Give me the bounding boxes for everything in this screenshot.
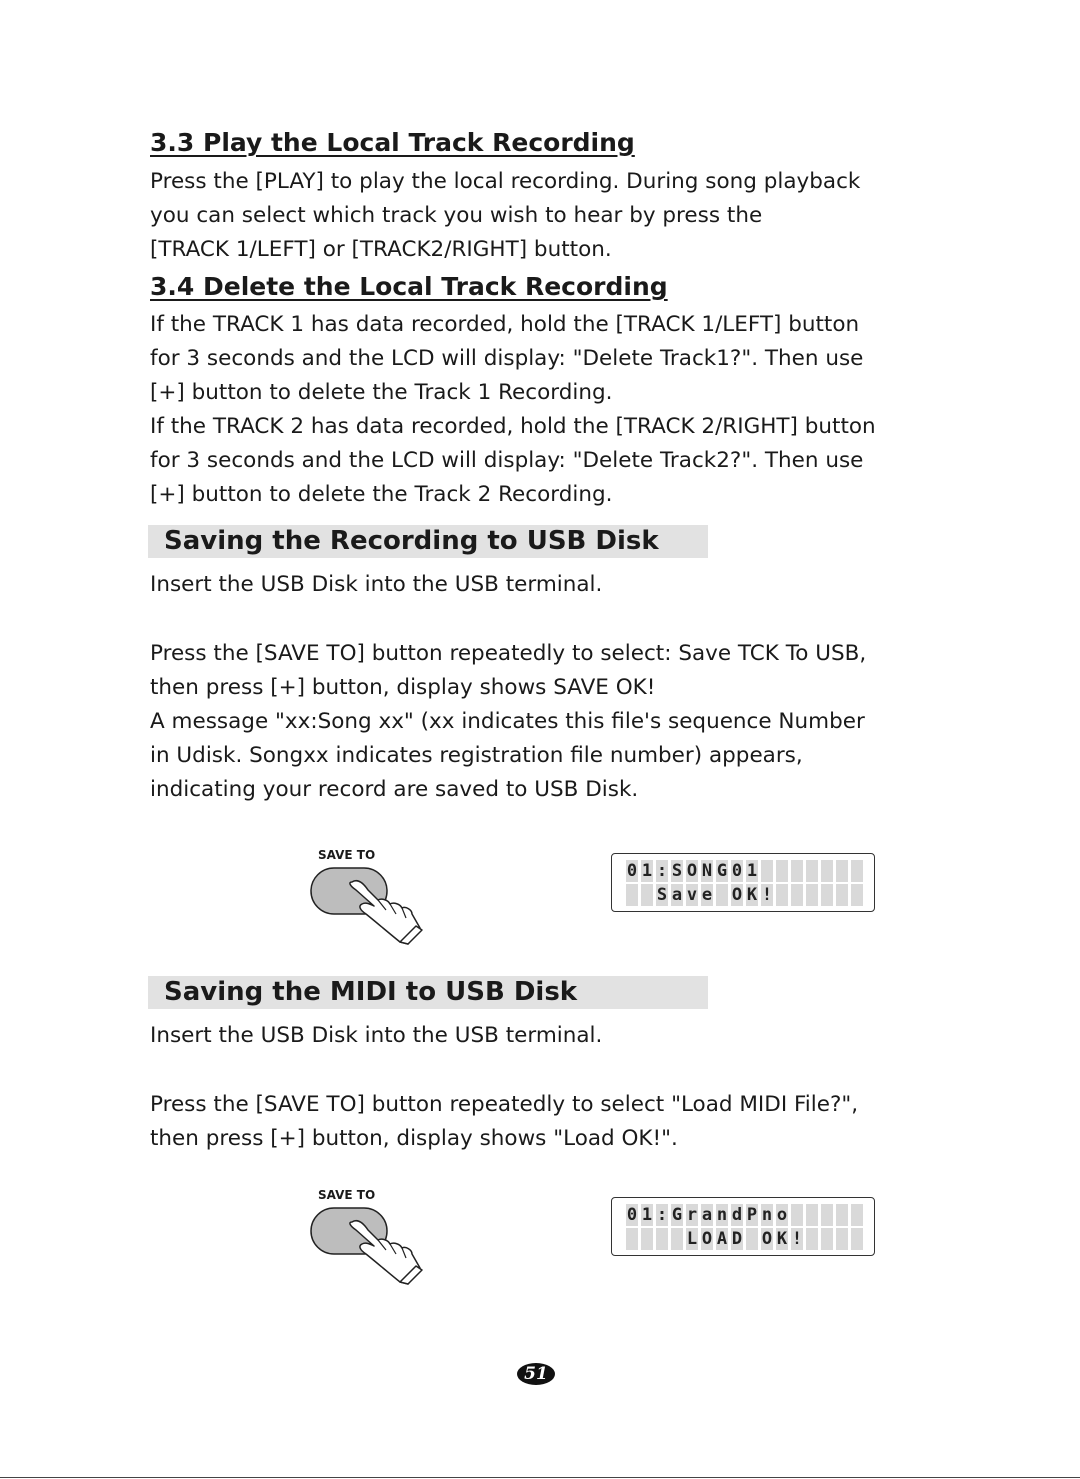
- lcd-char-cell: 1: [641, 861, 653, 881]
- saving-recording-insert: Insert the USB Disk into the USB terminal.: [150, 572, 603, 597]
- lcd-char-cell: [776, 860, 788, 882]
- lcd-char-cell: [836, 860, 848, 882]
- hand-pressing-button-icon: [310, 848, 440, 958]
- lcd-char-cell: [656, 1228, 668, 1250]
- lcd-char-cell: K: [746, 885, 758, 905]
- lcd-char-cell: [806, 860, 818, 882]
- lcd-char-cell: !: [761, 885, 773, 905]
- text-line: Press the [SAVE TO] button repeatedly to select: Save TCK To USB,: [150, 641, 867, 666]
- saving-midi-banner: [148, 976, 708, 1009]
- text-line: for 3 seconds and the LCD will display: "Delete Track1?". Then use: [150, 346, 864, 371]
- lcd-char-cell: [821, 1228, 833, 1250]
- lcd-char-cell: o: [776, 1205, 788, 1225]
- lcd-char-cell: [806, 1228, 818, 1250]
- lcd-char-cell: [851, 860, 863, 882]
- banner-title: Saving the MIDI to USB Disk: [164, 977, 578, 1007]
- saving-midi-body: [150, 1088, 858, 1156]
- text-line: [+] button to delete the Track 2 Recording.: [150, 482, 613, 507]
- lcd-char-cell: [641, 884, 653, 906]
- lcd-char-cell: [836, 884, 848, 906]
- lcd-char-cell: [791, 1204, 803, 1226]
- lcd-char-cell: O: [701, 1229, 713, 1249]
- text-line: A message "xx:Song xx" (xx indicates this file's sequence Number: [150, 709, 865, 734]
- lcd-char-cell: [776, 884, 788, 906]
- text-line: then press [+] button, display shows SAVE OK!: [150, 675, 656, 700]
- lcd-char-cell: [761, 860, 773, 882]
- lcd-char-cell: [626, 884, 638, 906]
- save-to-button-illustration: [310, 848, 440, 958]
- text-line: If the TRACK 1 has data recorded, hold the [TRACK 1/LEFT] button: [150, 312, 860, 337]
- text-line: in Udisk. Songxx indicates registration file number) appears,: [150, 743, 803, 768]
- lcd-char-cell: G: [671, 1205, 683, 1225]
- lcd-char-cell: [836, 1228, 848, 1250]
- saving-recording-banner: [148, 525, 708, 558]
- lcd-char-cell: e: [701, 885, 713, 905]
- lcd-char-cell: [851, 1204, 863, 1226]
- lcd-char-cell: a: [701, 1205, 713, 1225]
- lcd-char-cell: [836, 1204, 848, 1226]
- lcd-char-cell: [746, 1228, 758, 1250]
- text-line: Press the [SAVE TO] button repeatedly to select "Load MIDI File?",: [150, 1092, 859, 1117]
- lcd-char-cell: D: [731, 1229, 743, 1249]
- text-line: Press the [PLAY] to play the local recording. During song playback: [150, 169, 861, 194]
- section-3-3-heading: 3.3 Play the Local Track Recording: [150, 128, 635, 157]
- lcd-char-cell: O: [686, 861, 698, 881]
- text-line: for 3 seconds and the LCD will display: "Delete Track2?". Then use: [150, 448, 864, 473]
- saving-midi-insert: Insert the USB Disk into the USB terminal.: [150, 1023, 603, 1048]
- text-line: [+] button to delete the Track 1 Recording.: [150, 380, 613, 405]
- lcd-char-cell: [851, 1228, 863, 1250]
- lcd-char-cell: 1: [746, 861, 758, 881]
- lcd-char-cell: 0: [731, 861, 743, 881]
- save-to-label: SAVE TO: [318, 848, 376, 862]
- lcd-char-cell: O: [761, 1229, 773, 1249]
- text-line: If the TRACK 2 has data recorded, hold the [TRACK 2/RIGHT] button: [150, 414, 876, 439]
- lcd-char-cell: S: [656, 885, 668, 905]
- lcd-char-cell: 0: [626, 1205, 638, 1225]
- lcd-char-cell: L: [686, 1229, 698, 1249]
- lcd-char-cell: :: [656, 861, 668, 881]
- lcd-line-1: [626, 860, 863, 882]
- save-to-button-illustration: [310, 1188, 440, 1298]
- banner-title: Saving the Recording to USB Disk: [164, 526, 659, 556]
- lcd-char-cell: !: [791, 1229, 803, 1249]
- lcd-char-cell: v: [686, 885, 698, 905]
- lcd-char-cell: 0: [626, 861, 638, 881]
- section-3-4-body: [150, 308, 876, 512]
- lcd-char-cell: [821, 884, 833, 906]
- lcd-char-cell: d: [731, 1205, 743, 1225]
- lcd-char-cell: n: [716, 1205, 728, 1225]
- lcd-char-cell: [821, 1204, 833, 1226]
- page-number-badge: [516, 1362, 556, 1386]
- lcd-line-2: [626, 1228, 863, 1250]
- lcd-char-cell: G: [716, 861, 728, 881]
- bottom-rule: [0, 1477, 1080, 1478]
- save-to-label: SAVE TO: [318, 1188, 376, 1202]
- page-number: 51: [524, 1364, 548, 1384]
- text-line: [TRACK 1/LEFT] or [TRACK2/RIGHT] button.: [150, 237, 612, 262]
- lcd-char-cell: [821, 860, 833, 882]
- lcd-char-cell: P: [746, 1205, 758, 1225]
- lcd-char-cell: S: [671, 861, 683, 881]
- lcd-char-cell: K: [776, 1229, 788, 1249]
- lcd-char-cell: 1: [641, 1205, 653, 1225]
- lcd-char-cell: O: [731, 885, 743, 905]
- lcd-char-cell: [671, 1228, 683, 1250]
- hand-pressing-button-icon: [310, 1188, 440, 1298]
- lcd-char-cell: [851, 884, 863, 906]
- lcd-char-cell: :: [656, 1205, 668, 1225]
- lcd-char-cell: [791, 884, 803, 906]
- text-line: you can select which track you wish to hear by press the: [150, 203, 763, 228]
- section-3-3-body: [150, 165, 860, 267]
- lcd-line-2: [626, 884, 863, 906]
- lcd-char-cell: N: [701, 861, 713, 881]
- lcd-char-cell: [806, 884, 818, 906]
- lcd-char-cell: r: [686, 1205, 698, 1225]
- lcd-line-1: [626, 1204, 863, 1226]
- text-line: then press [+] button, display shows "Load OK!".: [150, 1126, 678, 1151]
- section-3-4-heading: 3.4 Delete the Local Track Recording: [150, 272, 668, 301]
- lcd-char-cell: [716, 884, 728, 906]
- lcd-display: [611, 853, 875, 912]
- lcd-char-cell: n: [761, 1205, 773, 1225]
- lcd-char-cell: [626, 1228, 638, 1250]
- lcd-char-cell: a: [671, 885, 683, 905]
- lcd-char-cell: [791, 860, 803, 882]
- saving-recording-body: [150, 637, 866, 807]
- lcd-char-cell: [806, 1204, 818, 1226]
- lcd-char-cell: A: [716, 1229, 728, 1249]
- lcd-display: [611, 1197, 875, 1256]
- text-line: indicating your record are saved to USB Disk.: [150, 777, 639, 802]
- lcd-char-cell: [641, 1228, 653, 1250]
